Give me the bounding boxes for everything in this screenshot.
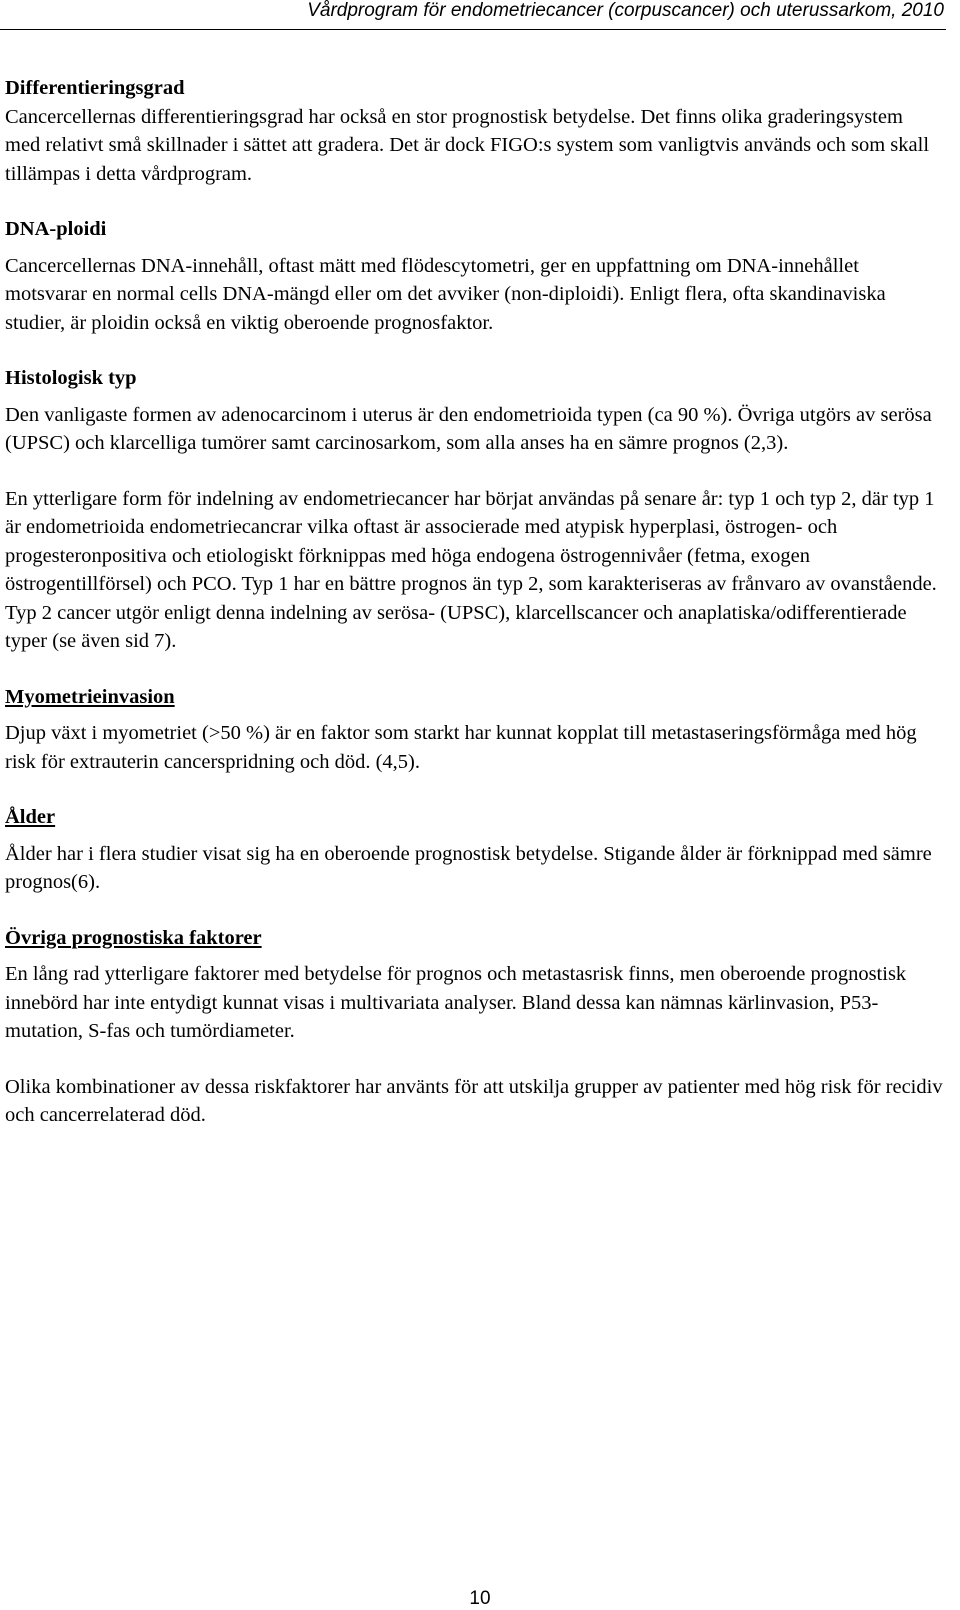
section-heading-myometrieinvasion: Myometrieinvasion bbox=[5, 685, 175, 708]
paragraph: En ytterligare form för indelning av endometriecancer har börjat användas på senare år: typ 1 och typ 2, där typ 1 är endometrioida endometriecancrar vilka oftast är associerade med atypisk hyperplasi, östrogen- och progesteronpositiva och etiologiskt förknippas med höga endogena östrogennivåer (fetma, exogen östrogentillförsel) och PCO. Typ 1 har en bättre prognos än typ 2, som karakteriseras av frånvaro av ovanstående. Typ 2 cancer utgör enligt denna indelning av serösa- (UPSC), klarcellscancer och anaplatiska/odifferentierade typer (se även sid 7). bbox=[5, 487, 937, 652]
paragraph: Ålder har i flera studier visat sig ha en oberoende prognostisk betydelse. Stigande ålder är förknippad med sämre prognos(6). bbox=[5, 842, 932, 893]
paragraph: Den vanligaste formen av adenocarcinom i uterus är den endometrioida typen (ca 90 %). Övriga utgörs av serösa (UPSC) och klarcelliga tumörer samt carcinosarkom, som alla anses ha en sämre prognos (2,3). bbox=[5, 403, 932, 454]
header-rule bbox=[0, 29, 946, 30]
section-heading-ovriga-prognostiska-faktorer: Övriga prognostiska faktorer bbox=[5, 926, 262, 949]
paragraph: Cancercellernas DNA-innehåll, oftast mätt med flödescytometri, ger en uppfattning om DNA-innehållet motsvarar en normal cells DNA-mängd eller om det avviker (non-diploidi). Enligt flera, ofta skandinaviska studier, är ploidin också en viktig oberoende prognosfaktor. bbox=[5, 254, 886, 334]
running-header: Vårdprogram för endometriecancer (corpuscancer) och uterussarkom, 2010 bbox=[307, 0, 944, 21]
section-heading-alder: Ålder bbox=[5, 806, 56, 828]
section-heading-histologisk-typ: Histologisk typ bbox=[5, 367, 137, 389]
section-heading-dna-ploidi: DNA-ploidi bbox=[5, 218, 107, 240]
page-number: 10 bbox=[469, 1588, 491, 1609]
section-heading-differentieringsgrad: Differentieringsgrad bbox=[5, 77, 185, 99]
document-body bbox=[5, 74, 943, 1130]
paragraph: Olika kombinationer av dessa riskfaktorer har använts för att utskilja grupper av patienter med hög risk för recidiv och cancerrelaterad död. bbox=[5, 1075, 943, 1126]
paragraph: Djup växt i myometriet (>50 %) är en faktor som starkt har kunnat kopplat till metastaseringsförmåga med hög risk för extrauterin cancerspridning och död. (4,5). bbox=[5, 722, 917, 773]
paragraph: Cancercellernas differentieringsgrad har också en stor prognostisk betydelse. Det finns olika graderingsystem med relativt små skillnader i sättet att gradera. Det är dock FIGO:s system som vanligtvis används och som skall tillämpas i detta vårdprogram. bbox=[5, 105, 930, 185]
paragraph: En lång rad ytterligare faktorer med betydelse för prognos och metastasrisk finns, men oberoende prognostisk innebörd har inte entydigt kunnat visas i multivariata analyser. Bland dessa kan nämnas kärlinvasion, P53-mutation, S-fas och tumördiameter. bbox=[5, 963, 907, 1042]
